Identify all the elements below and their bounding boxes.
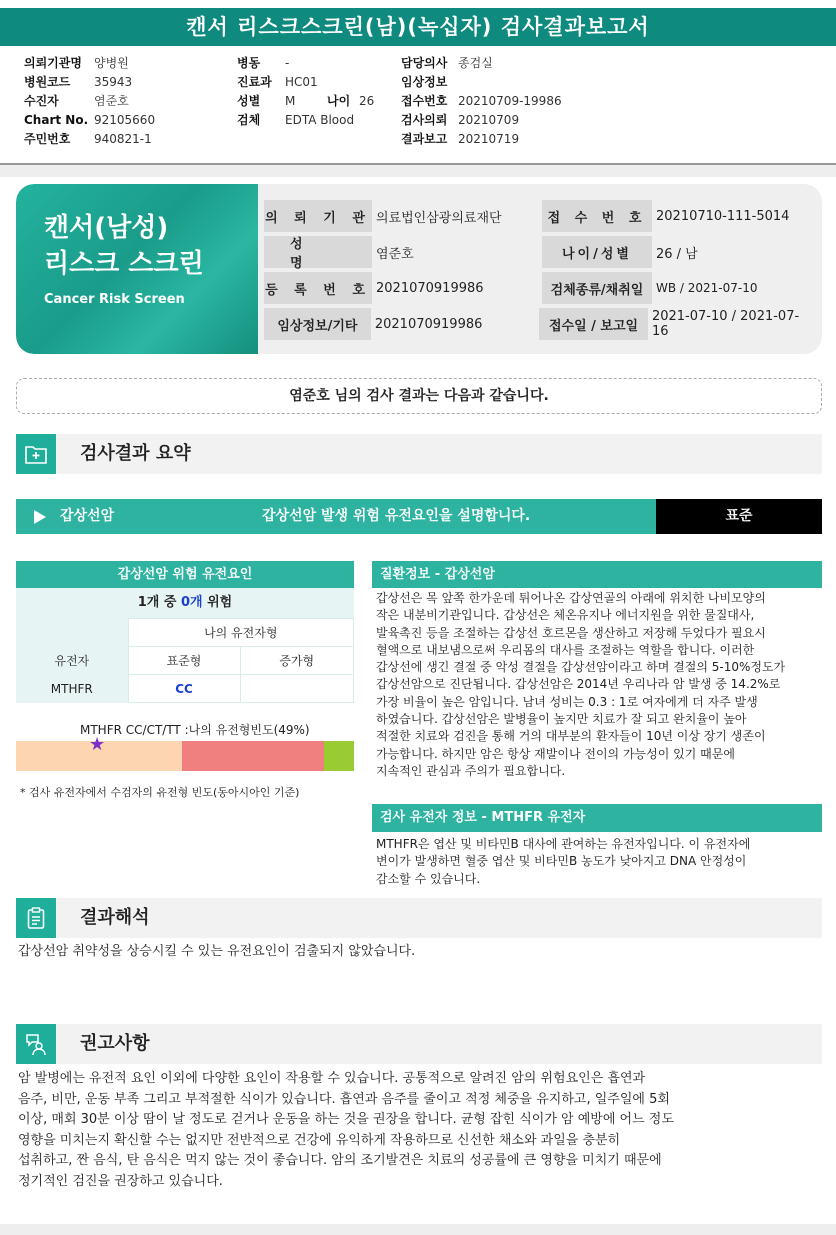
gene-info-title: 검사 유전자 정보 - MTHFR 유전자 xyxy=(372,804,822,832)
value: 20210709 xyxy=(458,113,520,127)
value: 양병원 xyxy=(94,56,129,70)
clipboard-icon xyxy=(16,898,56,938)
value: 종검실 xyxy=(458,56,493,70)
label: 접수번호 xyxy=(401,94,448,108)
text-line: 지속적인 관심과 주의가 필요합니다. xyxy=(376,763,566,778)
summary-heading xyxy=(16,434,822,474)
footnote: * 검사 유전자에서 수검자의 유전형 빈도(동아시아인 기준) xyxy=(20,786,300,799)
text-line: 혈액으로 내보냄으로써 우리몸의 대사를 조절하는 역할을 합니다. 이러한 xyxy=(376,642,755,657)
label: Chart No. xyxy=(24,113,89,127)
recommendation-text xyxy=(18,1069,818,1192)
info-key: 검체종류/채취일 xyxy=(542,272,652,304)
info-value: 2021070919986 xyxy=(374,316,483,332)
text-line: 갑상선에 생긴 결절 중 악성 결절을 갑상선암이라고 하며 결절의 5-10%정도가 xyxy=(376,660,786,675)
info-value: 26 / 남 xyxy=(656,246,698,262)
label: 담당의사 xyxy=(401,56,448,70)
section-title: 결과해석 xyxy=(80,907,150,928)
consult-icon xyxy=(16,1024,56,1064)
text-line: 적절한 치료와 검진을 통해 거의 대부분의 환자들이 10년 이상 장기 생존이 xyxy=(376,729,766,744)
info-value: WB / 2021-07-10 xyxy=(656,281,758,295)
info-value: 의료법인삼광의료재단 xyxy=(376,210,502,226)
value: 20210719 xyxy=(458,132,520,146)
table-row xyxy=(16,675,354,703)
value: 940821-1 xyxy=(94,132,152,146)
value: 20210709-19986 xyxy=(458,94,562,108)
value: 염준호 xyxy=(94,94,129,108)
table-cell xyxy=(16,619,128,647)
text-line: MTHFR은 엽산 및 비타민B 대사에 관여하는 유전자입니다. 이 유전자에 xyxy=(376,837,751,851)
text-line: 변이가 발생하면 혈중 엽산 및 비타민B 농도가 낮아지고 DNA 안정성이 xyxy=(376,854,747,869)
increase-value xyxy=(240,675,354,703)
info-key: 의 뢰 기 관 xyxy=(264,200,372,232)
text-line: 가능합니다. 하지만 암은 항상 재발이나 전이의 가능성이 있기 때문에 xyxy=(376,746,735,761)
report-title: 캔서 리스크스크린(남)(녹십자) 검사결과보고서 xyxy=(0,8,836,46)
info-key: 성 명 xyxy=(264,236,372,268)
standard-value: CC xyxy=(128,675,240,703)
text-line: 작은 내분비기관입니다. 갑상선은 체온유지나 에너지원을 위한 물질대사, xyxy=(376,608,755,623)
text-line: 갑상선암으로 진단됩니다. 갑상선암은 2014년 우리나라 암 발생 중 14.2%로 xyxy=(376,677,781,692)
interpretation-heading xyxy=(16,898,822,938)
patient-banner xyxy=(16,184,822,354)
label: 결과보고 xyxy=(401,132,448,146)
info-row xyxy=(264,234,814,270)
label: 성별 xyxy=(237,94,261,108)
info-key: 접 수 번 호 xyxy=(542,200,652,232)
label: 병동 xyxy=(237,56,261,70)
info-row xyxy=(264,270,814,306)
header-col-2 xyxy=(237,54,374,130)
value: 92105660 xyxy=(94,113,156,127)
greeting-box: 염준호 님의 검사 결과는 다음과 같습니다. xyxy=(16,378,822,414)
my-genotype-header: 나의 유전자형 xyxy=(128,619,354,647)
age-value: 26 xyxy=(359,94,375,108)
label: 수진자 xyxy=(24,94,59,108)
text-line: 섭취하고, 짠 음식, 탄 음식은 먹지 않는 것이 좋습니다. 암의 조기발견은 치료의 성공률에 큰 영향을 미치기 때문에 xyxy=(18,1153,662,1168)
section-title: 권고사항 xyxy=(80,1033,150,1054)
text-line: 정기적인 검진을 권장하고 있습니다. xyxy=(18,1173,223,1189)
frequency-label: MTHFR CC/CT/TT :나의 유전형빈도(49%) xyxy=(80,723,310,737)
risk-count-zero: 0개 xyxy=(180,595,203,610)
footer-band xyxy=(0,1224,836,1235)
disease-info-panel xyxy=(372,561,822,888)
patient-info-grid xyxy=(264,198,814,342)
text-line: 암 발병에는 유전적 요인 이외에 다양한 요인이 작용할 수 있습니다. 공통적으로 알려진 암의 위험요인은 흡연과 xyxy=(18,1071,646,1086)
info-value: 20210710-111-5014 xyxy=(656,208,790,224)
risk-panel-title: 갑상선암 위험 유전요인 xyxy=(16,561,354,588)
header-col-1 xyxy=(24,54,155,149)
gene-info-text xyxy=(372,832,822,888)
cancer-description: 갑상선암 발생 위험 유전요인을 설명합니다. xyxy=(262,508,531,524)
value: - xyxy=(285,56,290,70)
disease-info-text xyxy=(372,588,822,804)
risk-panel xyxy=(16,561,354,703)
text-line: 음주, 비만, 운동 부족 그리고 부적절한 식이가 있습니다. 흡연과 음주를 줄이고 적정 체중을 유지하고, 일주일에 5회 xyxy=(18,1091,670,1107)
value: M xyxy=(285,94,296,108)
info-value: 2021070919986 xyxy=(376,280,484,296)
frequency-bar xyxy=(16,741,354,771)
label: 진료과 xyxy=(237,75,272,89)
table-row xyxy=(16,619,354,647)
interpretation-text: 갑상선암 취약성을 상승시킬 수 있는 유전요인이 검출되지 않았습니다. xyxy=(18,944,416,959)
section-title: 검사결과 요약 xyxy=(80,443,191,464)
banner-title-line1: 캔서(남성) xyxy=(44,213,169,243)
age-label: 나이 xyxy=(327,94,351,108)
info-key: 등 록 번 호 xyxy=(264,272,372,304)
label: 병원코드 xyxy=(24,75,71,89)
recommendation-heading xyxy=(16,1024,822,1064)
text-line: 감소할 수 있습니다. xyxy=(376,871,481,886)
risk-count-suffix: 위험 xyxy=(202,595,233,610)
header-col-3 xyxy=(401,54,562,149)
genotype-table xyxy=(16,618,354,703)
frequency-segment xyxy=(182,741,324,771)
increase-column-header: 증가형 xyxy=(240,647,354,675)
status-badge: 표준 xyxy=(656,499,822,534)
risk-count xyxy=(16,588,354,618)
gene-column-header: 유전자 xyxy=(54,654,90,668)
value: HC01 xyxy=(285,75,318,89)
banner-title xyxy=(44,210,204,282)
info-value: 2021-07-10 / 2021-07-16 xyxy=(651,309,800,339)
info-key: 접수일 / 보고일 xyxy=(539,308,648,340)
gene-name: MTHFR xyxy=(50,681,93,696)
text-line: 영향을 미치는지 확신할 수는 없지만 전반적으로 건강에 유익하게 작용하므로 신선한 채소와 과일을 충분히 xyxy=(18,1132,621,1148)
banner-brand xyxy=(16,184,258,354)
frequency-segment xyxy=(324,741,354,771)
disease-info-title: 질환정보 - 갑상선암 xyxy=(372,561,822,588)
banner-title-line2: 리스크 스크린 xyxy=(44,249,204,279)
label: 주민번호 xyxy=(24,132,71,146)
cancer-name: 갑상선암 xyxy=(60,508,115,524)
value: 35943 xyxy=(94,75,133,89)
value: EDTA Blood xyxy=(285,113,355,127)
table-row xyxy=(16,647,354,675)
standard-column-header: 표준형 xyxy=(128,647,240,675)
label: 검사의뢰 xyxy=(401,113,448,127)
text-line: 가장 비율이 높은 암입니다. 남녀 성비는 0.3 : 1로 여자에게 더 자주 발생 xyxy=(376,694,758,709)
label: 의뢰기관명 xyxy=(24,56,82,70)
star-icon: ★ xyxy=(89,734,106,755)
cancer-summary-bar xyxy=(16,499,822,534)
risk-count-prefix: 1개 중 xyxy=(137,595,181,610)
info-key: 임상정보/기타 xyxy=(264,308,371,340)
text-line: 하였습니다. 갑상선암은 발병율이 높지만 치료가 잘 되고 완치율이 높아 xyxy=(376,712,747,727)
label: 검체 xyxy=(237,113,261,127)
text-line: 갑상선은 목 앞쪽 한가운데 튀어나온 갑상연골의 아래에 위치한 나비모양의 xyxy=(376,591,766,605)
info-row xyxy=(264,306,814,342)
divider-band xyxy=(0,165,836,177)
text-line: 발육촉진 등을 조절하는 갑상선 호르몬을 생산하고 저장해 두었다가 필요시 xyxy=(376,625,766,640)
folder-plus-icon xyxy=(16,434,56,474)
info-row xyxy=(264,198,814,234)
text-line: 이상, 매회 30분 이상 땀이 날 정도로 걷거나 운동을 하는 것을 권장을 합니다. 균형 잡힌 식이가 암 예방에 어느 정도 xyxy=(18,1112,674,1127)
play-icon xyxy=(34,510,46,524)
info-key: 나이/성별 xyxy=(542,236,652,268)
info-value: 염준호 xyxy=(376,246,414,262)
label: 임상정보 xyxy=(401,75,448,89)
banner-subtitle: Cancer Risk Screen xyxy=(44,292,185,307)
